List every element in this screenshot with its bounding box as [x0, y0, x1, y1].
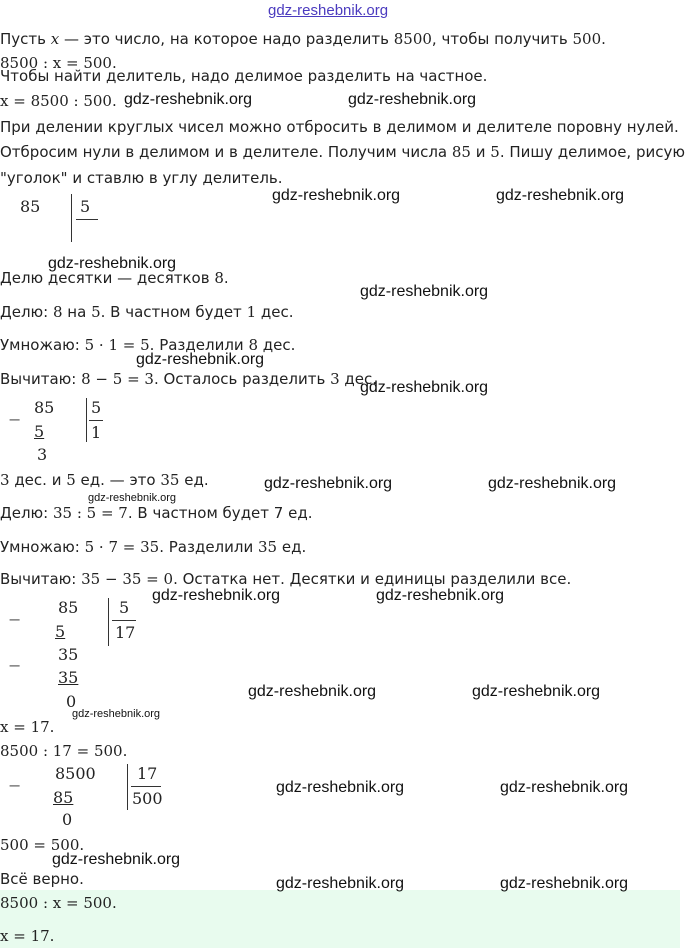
div4-remainder: 0	[62, 810, 73, 829]
watermark: gdz-reshebnik.org	[496, 187, 625, 204]
text-line-19: Всё верно.	[0, 870, 84, 888]
math-num: 3	[0, 471, 10, 489]
div2-divisor: 5	[91, 398, 102, 417]
text-part: . Пишу делимое, рисую	[499, 143, 685, 161]
text-part: дес.	[256, 303, 294, 321]
watermark: gdz-reshebnik.org	[276, 779, 405, 796]
div3-remainder-2: 0	[66, 692, 77, 711]
watermark-small: gdz-reshebnik.org	[72, 708, 161, 720]
math-num: 5	[490, 143, 500, 161]
watermark: gdz-reshebnik.org	[52, 851, 181, 868]
text-part: Умножаю:	[0, 336, 85, 354]
div3-subtrahend-2: 35	[58, 668, 79, 687]
text-line-7: "уголок" и ставлю в углу делитель.	[0, 169, 283, 187]
div1-divisor: 5	[80, 197, 91, 216]
math-num: 8	[248, 336, 258, 354]
div2-minus: −	[8, 410, 22, 429]
div3-horizontal-bar	[112, 620, 136, 621]
math-expr: 35 − 35 = 0	[81, 570, 174, 588]
text-line-5: При делении круглых чисел можно отбросить в делимом и делителе поровну нулей.	[0, 118, 679, 136]
text-line-15	[0, 569, 571, 589]
div1-vertical-bar	[71, 194, 72, 242]
div4-vertical-bar	[127, 764, 128, 810]
answer-block	[0, 890, 680, 948]
text-part: — это число, на которое надо разделить	[59, 30, 394, 48]
equation-line-17: 8500 : 17 = 500.	[0, 742, 128, 760]
equation-line-clipped	[0, 53, 117, 72]
text-part: дес.	[339, 370, 378, 388]
text-line-13	[0, 503, 312, 523]
div3-divisor: 5	[119, 598, 130, 617]
div2-remainder: 3	[37, 445, 48, 464]
div1-horizontal-bar	[76, 219, 98, 220]
math-expr: 5 · 7 = 35	[84, 538, 160, 556]
text-part: .	[601, 30, 606, 48]
math-expr: 35 : 5 = 7	[52, 504, 128, 522]
div2-dividend: 85	[34, 398, 55, 417]
text-part: Вычитаю:	[0, 570, 82, 588]
watermark: gdz-reshebnik.org	[124, 91, 253, 108]
watermark: gdz-reshebnik.org	[500, 875, 629, 892]
text-part: ед.	[277, 538, 307, 556]
div3-subtrahend-1: 5	[55, 622, 66, 641]
math-num: 500	[572, 30, 602, 48]
equation-text: 8500 : x = 500.	[0, 54, 117, 72]
text-part: . В частном будет 7 ед.	[127, 504, 313, 522]
math-num: 35	[160, 471, 180, 489]
text-line-14	[0, 537, 306, 557]
div1-dividend: 85	[20, 197, 41, 216]
math-num: 1	[246, 303, 257, 321]
div4-minus: −	[8, 776, 22, 795]
div3-remainder-1: 35	[58, 645, 79, 664]
text-part: . В частном будет	[100, 303, 247, 321]
math-var: x	[50, 30, 60, 48]
div3-quotient: 17	[115, 623, 136, 642]
watermark: gdz-reshebnik.org	[48, 255, 177, 272]
text-line-9	[0, 302, 294, 322]
div2-vertical-bar	[86, 398, 87, 442]
text-part: Делю:	[0, 303, 53, 321]
watermark: gdz-reshebnik.org	[276, 875, 405, 892]
watermark: gdz-reshebnik.org	[152, 587, 281, 604]
math-num: 85	[451, 143, 471, 161]
watermark-top-link[interactable]: gdz-reshebnik.org	[268, 2, 389, 19]
div3-vertical-bar	[108, 598, 109, 646]
equation-line-18: 500 = 500.	[0, 836, 85, 854]
text-line-12	[0, 470, 209, 490]
div4-quotient: 500	[132, 789, 163, 808]
text-line-11	[0, 369, 377, 389]
watermark: gdz-reshebnik.org	[264, 475, 393, 492]
math-num: 8	[52, 303, 63, 321]
watermark-small: gdz-reshebnik.org	[88, 492, 177, 504]
div4-subtrahend: 85	[53, 788, 74, 807]
math-num: 5	[91, 303, 101, 321]
watermark: gdz-reshebnik.org	[360, 379, 489, 396]
text-part: ед. — это	[75, 471, 161, 489]
watermark: gdz-reshebnik.org	[360, 283, 489, 300]
text-part: .	[223, 269, 229, 287]
watermark: gdz-reshebnik.org	[500, 779, 629, 796]
text-line-1	[0, 29, 606, 49]
div4-horizontal-bar	[131, 786, 161, 787]
math-num: 35	[258, 538, 278, 556]
math-num: 8	[214, 269, 224, 287]
watermark: gdz-reshebnik.org	[248, 683, 377, 700]
watermark: gdz-reshebnik.org	[376, 587, 505, 604]
text-line-3: Чтобы найти делитель, надо делимое разделить на частное.	[0, 67, 488, 85]
watermark: gdz-reshebnik.org	[272, 187, 401, 204]
equation-line-4: x = 8500 : 500.	[0, 92, 117, 110]
text-part: Вычитаю:	[0, 370, 82, 388]
text-part: Делю десятки — десятков	[0, 269, 215, 287]
div2-subtrahend: 5	[34, 422, 45, 441]
math-num: 8500	[393, 30, 432, 48]
div3-minus-2: −	[8, 656, 22, 675]
text-part: Умножаю:	[0, 538, 85, 556]
math-num: 3	[330, 370, 340, 388]
text-part: , чтобы получить	[431, 30, 573, 48]
div4-dividend: 8500	[55, 764, 96, 783]
div3-minus-1: −	[8, 610, 22, 629]
watermark: gdz-reshebnik.org	[488, 475, 617, 492]
text-part: и	[470, 143, 491, 161]
answer-result: x = 17.	[0, 927, 55, 945]
text-part: . Разделили	[149, 336, 249, 354]
watermark: gdz-reshebnik.org	[348, 91, 477, 108]
div4-divisor: 17	[137, 764, 158, 783]
div2-quotient: 1	[91, 423, 102, 442]
div2-horizontal-bar	[89, 420, 103, 421]
text-part: . Осталось разделить	[153, 370, 331, 388]
text-part: Пусть	[0, 30, 51, 48]
text-part: Отбросим нули в делимом и в делителе. Получим числа	[0, 143, 452, 161]
math-num: 5	[66, 471, 76, 489]
text-part: дес. и	[9, 471, 67, 489]
text-part: . Остатка нет. Десятки и единицы разделили все.	[173, 570, 572, 588]
div3-dividend: 85	[58, 598, 79, 617]
watermark: gdz-reshebnik.org	[472, 683, 601, 700]
text-line-6	[0, 142, 685, 162]
text-part: . Разделили	[159, 538, 258, 556]
math-expr: 8 − 5 = 3	[81, 370, 154, 388]
text-part: ед.	[179, 471, 209, 489]
equation-line-16: x = 17.	[0, 718, 55, 736]
math-expr: 5 · 1 = 5	[84, 336, 150, 354]
text-part: на	[62, 303, 92, 321]
answer-equation: 8500 : x = 500.	[0, 894, 117, 912]
text-part: дес.	[258, 336, 296, 354]
watermark: gdz-reshebnik.org	[136, 351, 265, 368]
text-part: Делю:	[0, 504, 53, 522]
